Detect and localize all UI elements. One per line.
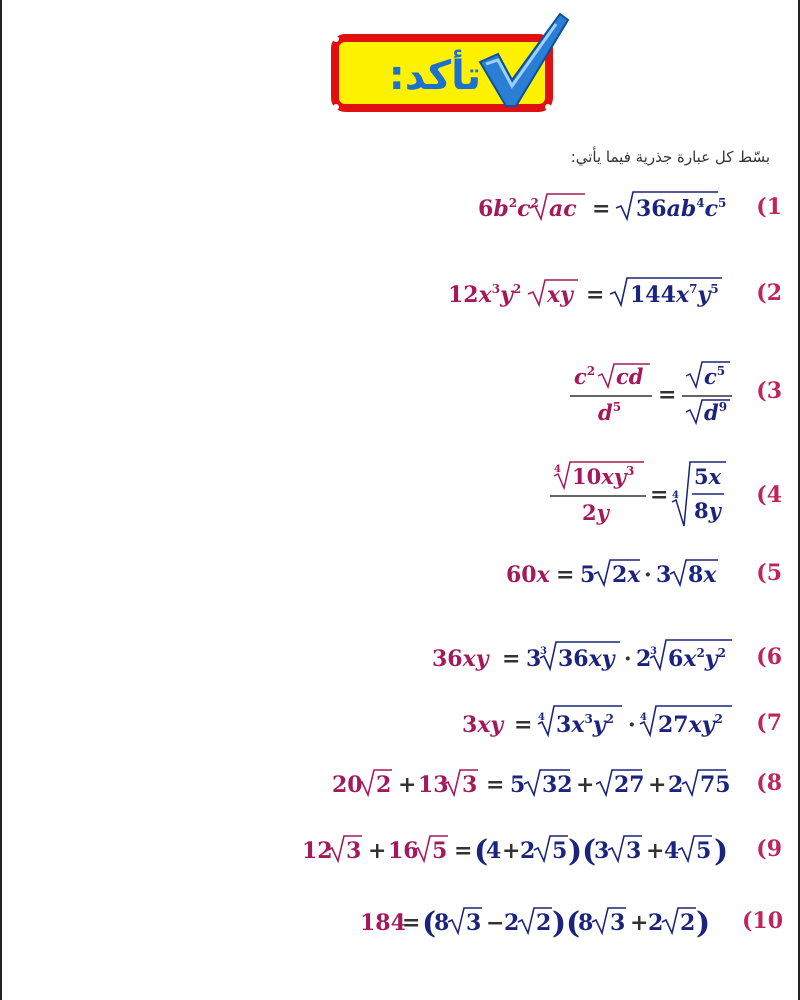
svg-text:144x7y5: $144x^7y^5$ (630, 282, 719, 308)
svg-text:xy: xy (547, 282, 573, 308)
svg-text:−: − (486, 910, 505, 936)
svg-text:2: 2 (668, 772, 684, 798)
svg-text:2: 2 (504, 910, 520, 936)
exercise-number: (3 (756, 378, 782, 404)
exercise-row (0, 900, 800, 970)
exercise-row (0, 188, 800, 258)
svg-text:2: 2 (520, 838, 536, 864)
exercise-row (0, 762, 800, 832)
svg-text:27xy2: $27xy^2$ (658, 712, 723, 738)
svg-text:=: = (592, 196, 611, 222)
equation-2 (440, 272, 750, 312)
svg-text:4: 4 (664, 838, 680, 864)
svg-text:=: = (454, 838, 473, 864)
svg-text:12: 12 (302, 838, 333, 864)
check-icon (472, 10, 572, 110)
svg-text:ac: ac (549, 196, 577, 222)
svg-text:2y: 2y (582, 500, 609, 525)
svg-text:3: 3 (650, 646, 657, 657)
svg-text:(: ( (566, 906, 581, 941)
svg-text:+: + (576, 772, 595, 798)
svg-text:4: 4 (554, 464, 561, 475)
svg-text:): ) (714, 834, 729, 869)
svg-text:2: 2 (376, 772, 392, 798)
svg-text:2: 2 (648, 910, 664, 936)
svg-text:3: 3 (540, 646, 547, 657)
svg-text:+: + (368, 838, 387, 864)
svg-text:c2: $c^2$ (574, 364, 596, 389)
svg-text:4: 4 (486, 838, 502, 864)
svg-text:8x: 8x (688, 562, 717, 588)
svg-text:3xy: 3xy (462, 712, 504, 738)
svg-text:=: = (586, 282, 605, 308)
equation-4 (540, 454, 750, 534)
svg-text:8: 8 (578, 910, 594, 936)
svg-text:=: = (658, 382, 677, 408)
svg-text:75: 75 (700, 772, 731, 798)
svg-text:5: 5 (432, 838, 448, 864)
svg-text:184: 184 (360, 910, 406, 936)
svg-text:·: · (624, 646, 632, 672)
exercise-number: (8 (756, 770, 782, 796)
exercise-number: (10 (742, 908, 784, 934)
svg-text:8: 8 (434, 910, 450, 936)
svg-text:+: + (648, 772, 667, 798)
svg-text:2x: 2x (612, 562, 641, 588)
svg-text:3: 3 (466, 910, 482, 936)
svg-text:3: 3 (526, 646, 542, 672)
exercise-number: (7 (756, 710, 782, 736)
svg-text:3: 3 (462, 772, 478, 798)
svg-text:·: · (644, 562, 652, 588)
equation-10 (356, 900, 740, 944)
svg-text:2: 2 (680, 910, 696, 936)
svg-text:20: 20 (332, 772, 363, 798)
exercise-number: (1 (756, 194, 782, 220)
svg-text:5: 5 (696, 838, 712, 864)
svg-text:=: = (502, 646, 521, 672)
instruction-text: بسّط كل عبارة جذرية فيما يأتي: (570, 148, 770, 166)
exercise-row (0, 552, 800, 622)
svg-text:27: 27 (614, 772, 645, 798)
equation-1 (470, 188, 750, 228)
svg-text:=: = (402, 910, 421, 936)
svg-text:): ) (552, 906, 567, 941)
svg-text:4: 4 (640, 712, 647, 723)
svg-text:4: 4 (538, 712, 545, 723)
exercise-number: (2 (756, 280, 782, 306)
equation-7 (456, 702, 750, 742)
svg-text:cd: cd (616, 364, 644, 389)
svg-text:+: + (398, 772, 417, 798)
svg-text:10xy3: $10xy^3$ (572, 464, 635, 489)
svg-text:+: + (502, 838, 521, 864)
svg-text:6b2c2: $6b^2c^2$ (478, 196, 539, 222)
exercise-number: (4 (756, 482, 782, 508)
exercise-row (0, 272, 800, 342)
svg-text:=: = (514, 712, 533, 738)
equation-9 (298, 828, 750, 872)
svg-text:=: = (650, 482, 669, 508)
svg-text:): ) (568, 834, 583, 869)
svg-text:(: ( (422, 906, 437, 941)
exercise-number: (9 (756, 836, 782, 862)
svg-text:13: 13 (418, 772, 449, 798)
svg-text:=: = (486, 772, 505, 798)
svg-text:(: ( (582, 834, 597, 869)
svg-text:c5: $c^5$ (704, 364, 726, 389)
svg-text:36ab4c5: $36ab^4c^5$ (636, 196, 727, 222)
svg-text:(: ( (474, 834, 489, 869)
svg-text:2: 2 (636, 646, 652, 672)
svg-text:3x3y2: $3x^3y^2$ (556, 712, 614, 738)
exercise-row (0, 636, 800, 706)
exercise-row (0, 356, 800, 436)
svg-text:·: · (628, 712, 636, 738)
equation-5 (500, 552, 750, 592)
exercise-row (0, 828, 800, 898)
svg-text:36xy: 36xy (432, 646, 489, 672)
svg-text:3: 3 (346, 838, 362, 864)
exercise-row (0, 454, 800, 534)
svg-text:60x: 60x (506, 562, 550, 588)
svg-text:=: = (556, 562, 575, 588)
svg-text:8y: 8y (694, 498, 721, 523)
svg-text:3: 3 (626, 838, 642, 864)
svg-text:+: + (646, 838, 665, 864)
svg-text:4: 4 (672, 490, 679, 501)
svg-text:d5: $d^5$ (598, 400, 622, 425)
svg-text:16: 16 (388, 838, 419, 864)
svg-text:5x: 5x (694, 464, 722, 489)
svg-text:2: 2 (536, 910, 552, 936)
svg-text:32: 32 (542, 772, 573, 798)
svg-text:3: 3 (594, 838, 610, 864)
svg-text:36xy: 36xy (558, 646, 615, 672)
svg-text:5: 5 (580, 562, 596, 588)
svg-text:+: + (630, 910, 649, 936)
equation-3 (560, 356, 750, 436)
svg-text:12x3y2: $12x^3y^2$ (448, 282, 522, 308)
exercise-number: (6 (756, 644, 782, 670)
exercise-number: (5 (756, 560, 782, 586)
svg-text:6x2y2: $6x^2y^2$ (668, 646, 726, 672)
svg-text:d9: $d^9$ (704, 400, 728, 425)
equation-6 (426, 636, 750, 676)
svg-text:3: 3 (610, 910, 626, 936)
svg-text:5: 5 (510, 772, 526, 798)
svg-text:3: 3 (656, 562, 672, 588)
header-title: تأكد: (388, 53, 482, 99)
svg-text:5: 5 (552, 838, 568, 864)
svg-text:): ) (696, 906, 711, 941)
equation-8 (326, 762, 750, 802)
